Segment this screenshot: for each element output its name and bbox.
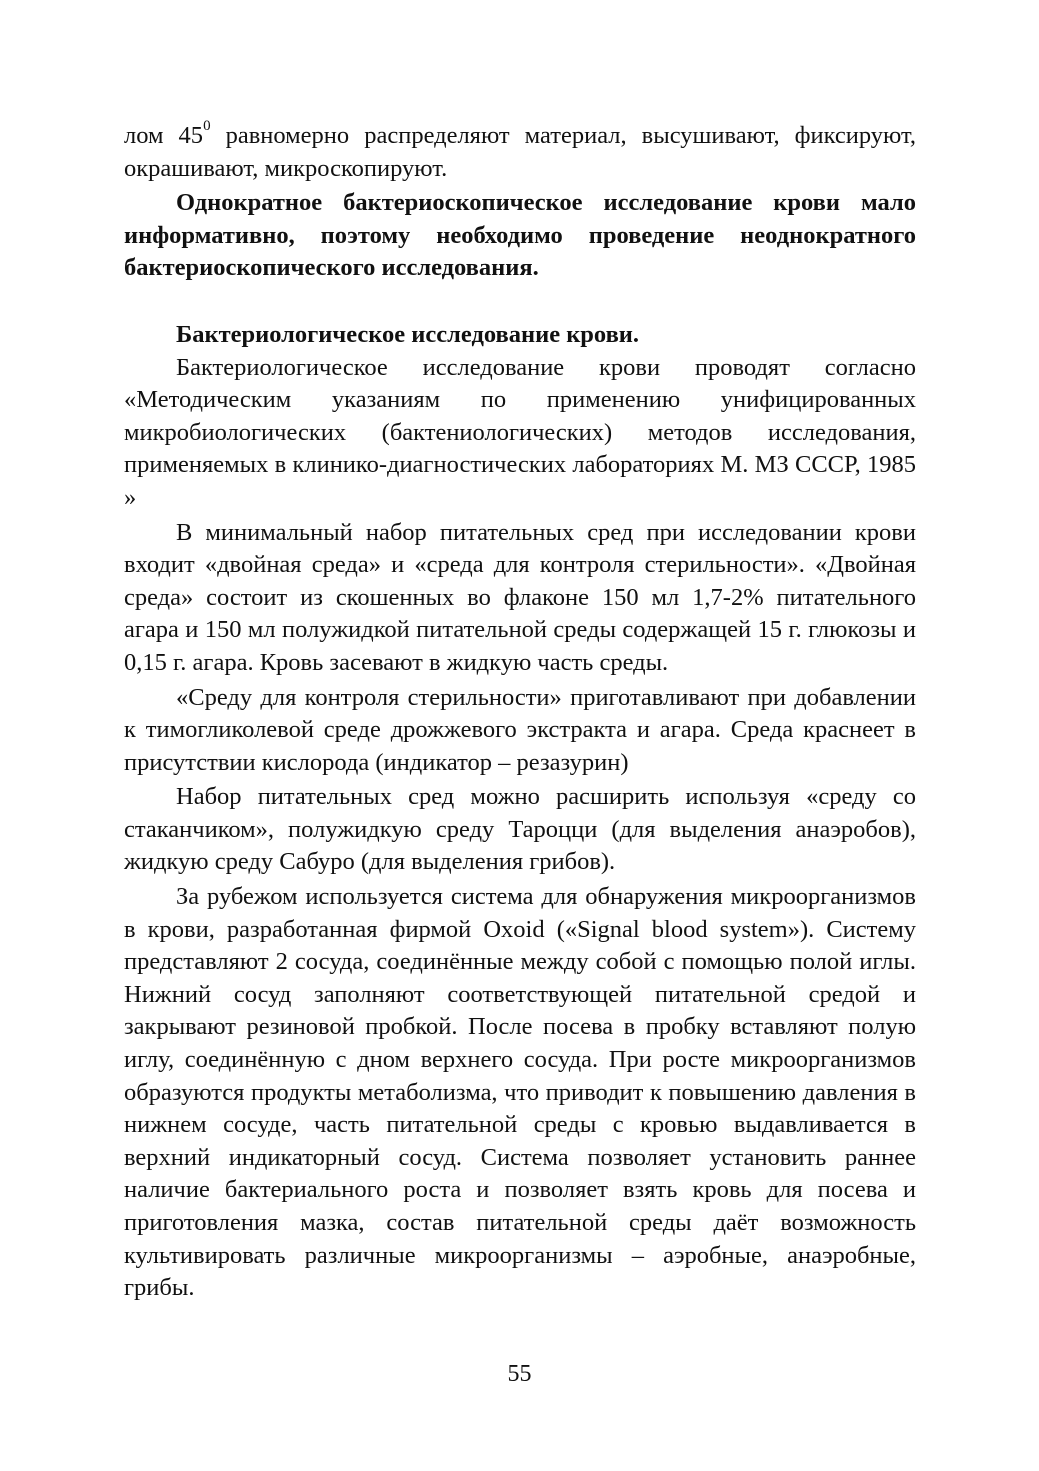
body-paragraph: В минимальный набор питательных сред при исследовании крови входит «двойная среда» и «среда для контроля стерильности». «Двойная среда» состоит из скошенных во флаконе 150 мл 1,7-2% питательного агара и 150 мл полужидкой питательной среды содержащей 15 г. глюкозы и 0,15 г. агара. Кровь засевают в жидкую часть среды. bbox=[124, 518, 916, 676]
body-paragraph: За рубежом используется система для обнаружения микроорганизмов в крови, разработанная фирмой Oxoid («Signal blood system»). Систему представляют 2 сосуда, соединённые между собой с помощью полой иглы. Нижний сосуд заполняют соответствующей питательной средой и закрывают резиновой пробкой. После посева в пробку вставляют полую иглу, соединённую с дном верхнего сосуда. При росте микроорганизмов образуются продукты метаболизма, что приводит к повышению давления в нижнем сосуде, часть питательной среды с кровью выдавливается в верхний индикаторный сосуд. Система позволяет установить раннее наличие бактериального роста и позволяет взять кровь для посева и приготовления мазка, состав питательной среды даёт возможность культивировать различные микроорганизмы – аэробные, анаэробные, грибы. bbox=[124, 883, 916, 1302]
degree-superscript: 0 bbox=[203, 117, 211, 134]
body-paragraph: Бактериологическое исследование крови проводят согласно «Методическим указаниям по применению унифицированных микробиологических (бактениологических) методов исследования, применяемых в клинико-диагностических лабораториях М. МЗ СССР, 1985 » bbox=[124, 353, 916, 511]
body-paragraph: «Среду для контроля стерильности» приготавливают при добавлении к тимогликолевой среде дрожжевого экстракта и агара. Среда краснеет в присутствии кислорода (индикатор – резазурин) bbox=[124, 683, 916, 776]
body-paragraph: Набор питательных сред можно расширить используя «среду со стаканчиком», полужидкую среду Тароцци (для выделения анаэробов), жидкую среду Сабуро (для выделения грибов). bbox=[124, 783, 916, 876]
paragraph-text-prefix: лом 45 bbox=[124, 122, 204, 149]
section-heading: Бактериологическое исследование крови. bbox=[176, 320, 640, 348]
bold-note-paragraph: Однократное бактериоскопическое исследование крови мало информативно, поэтому необходимо проведение неоднократного бактериоскопического исследования. bbox=[124, 189, 916, 282]
page-body bbox=[124, 117, 917, 1305]
page-number: 55 bbox=[507, 1361, 532, 1387]
paragraph-text-rest: равномерно распределяют материал, высушивают, фиксируют, окрашивают, микроскопируют. bbox=[124, 122, 917, 182]
continued-paragraph bbox=[124, 117, 917, 185]
